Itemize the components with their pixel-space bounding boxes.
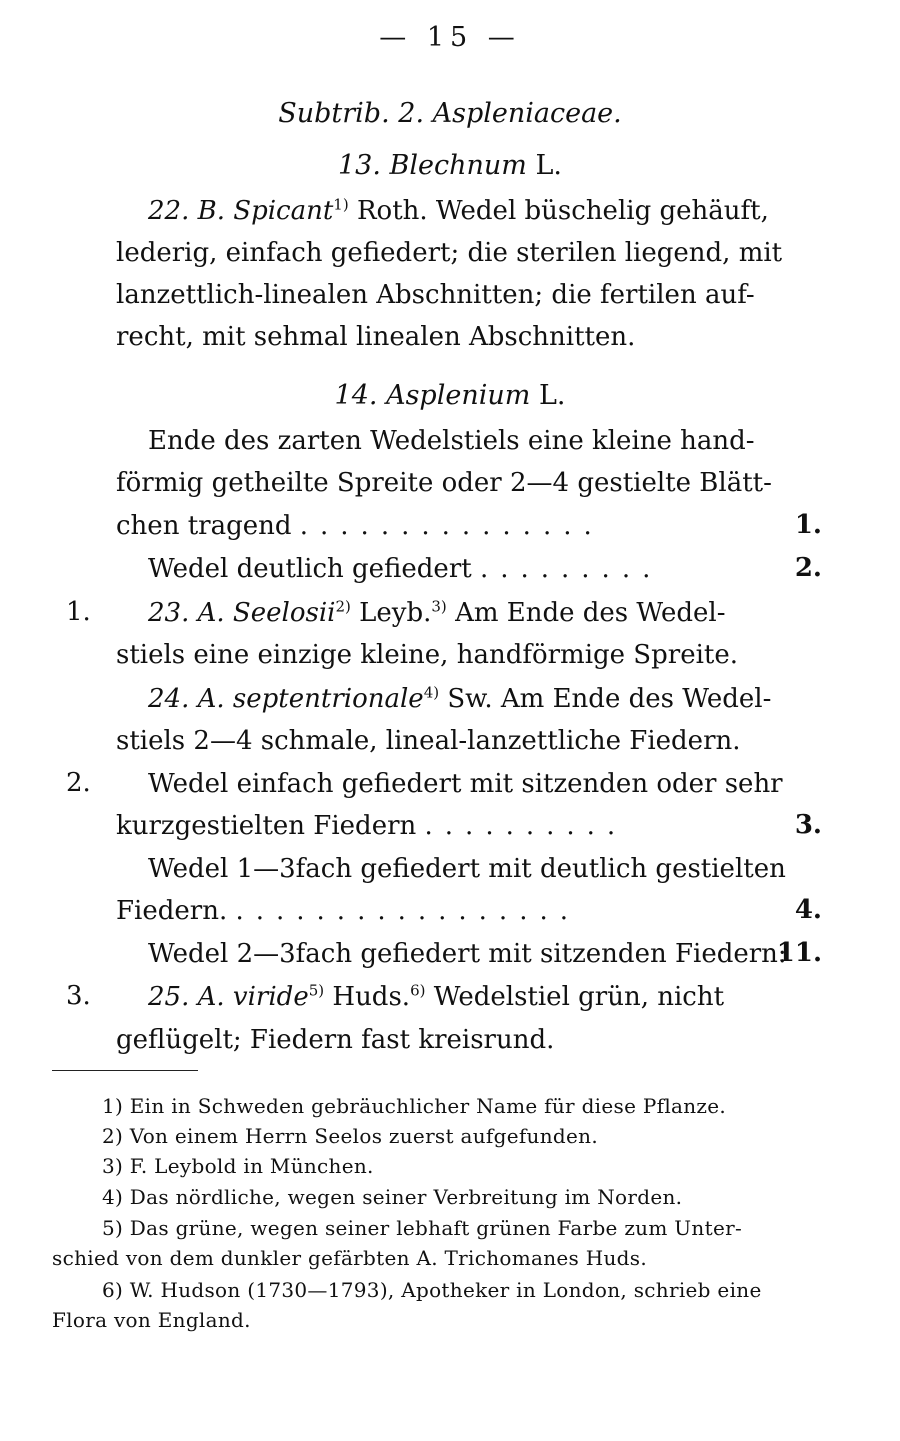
key-text: Ende des zarten Wedelstiels eine kleine hand- (148, 426, 755, 456)
species-24-line: stiels 2—4 schmale, lineal-lanzettliche Fiedern. (116, 726, 741, 756)
footnote-rule (52, 1070, 198, 1071)
key-text: Wedel 2—3fach gefiedert mit sitzenden Fiedern: (148, 939, 787, 969)
footnote-continuation: Flora von England. (52, 1308, 251, 1332)
genus-heading-asplenium: 14. Asplenium L. (334, 380, 566, 411)
footnote: 2) Von einem Herrn Seelos zuerst aufgefunden. (102, 1124, 598, 1148)
subtribe-heading: Subtrib. 2. Aspleniaceae. (278, 98, 622, 129)
species-23-header: 23. A. Seelosii$^{2)}$ Leyb.$^{3)}$ Am Ende des Wedel- (148, 597, 726, 628)
species-25-line: geflügelt; Fiedern fast kreisrund. (116, 1025, 555, 1055)
species-25-header: 25. A. viride$^{5)}$ Huds.$^{6)}$ Wedelstiel grün, nicht (148, 981, 725, 1012)
footnote: 6) W. Hudson (1730—1793), Apotheker in London, schrieb eine (102, 1278, 762, 1302)
footnote: 1) Ein in Schweden gebräuchlicher Name für diese Pflanze. (102, 1094, 727, 1118)
footnote: 4) Das nördliche, wegen seiner Verbreitung im Norden. (102, 1185, 683, 1209)
footnote: 5) Das grüne, wegen seiner lebhaft grünen Farbe zum Unter- (102, 1216, 743, 1240)
footnote: 3) F. Leybold in München. (102, 1154, 374, 1178)
species-23-line: stiels eine einzige kleine, handförmige Spreite. (116, 640, 738, 670)
species-24-header: 24. A. septentrionale$^{4)}$ Sw. Am Ende des Wedel- (148, 683, 772, 714)
key-lead-number: 1. (66, 597, 91, 627)
key-text: kurzgestielten Fiedern .......... (116, 811, 628, 841)
key-text: chen tragend ............... (116, 511, 604, 541)
species-22-header: 22. B. Spicant$^{1)}$ Roth. Wedel büschelig gehäuft, (148, 195, 769, 226)
key-target: 4. (794, 895, 822, 925)
key-target: 11. (776, 938, 822, 968)
species-22-line: lederig, einfach gefiedert; die sterilen liegend, mit (116, 238, 783, 268)
footnote-continuation: schied von dem dunkler gefärbten A. Trichomanes Huds. (52, 1246, 648, 1270)
key-text: Wedel deutlich gefiedert ......... (148, 554, 663, 584)
page-number: — 15 — (379, 22, 521, 53)
key-lead-number: 2. (66, 768, 91, 798)
key-text: Wedel einfach gefiedert mit sitzenden oder sehr (148, 769, 783, 799)
genus-heading-blechnum: 13. Blechnum L. (337, 150, 562, 181)
key-target: 3. (794, 810, 822, 840)
key-lead-number: 3. (66, 981, 91, 1011)
key-text: förmig getheilte Spreite oder 2—4 gestielte Blätt- (116, 468, 772, 498)
species-22-line: recht, mit sehmal linealen Abschnitten. (116, 322, 636, 352)
key-text: Wedel 1—3fach gefiedert mit deutlich gestielten (148, 854, 786, 884)
key-text: Fiedern. ................. (116, 896, 580, 926)
key-target: 2. (794, 553, 822, 583)
key-target: 1. (794, 510, 822, 540)
species-22-line: lanzettlich-linealen Abschnitten; die fertilen auf- (116, 280, 755, 310)
